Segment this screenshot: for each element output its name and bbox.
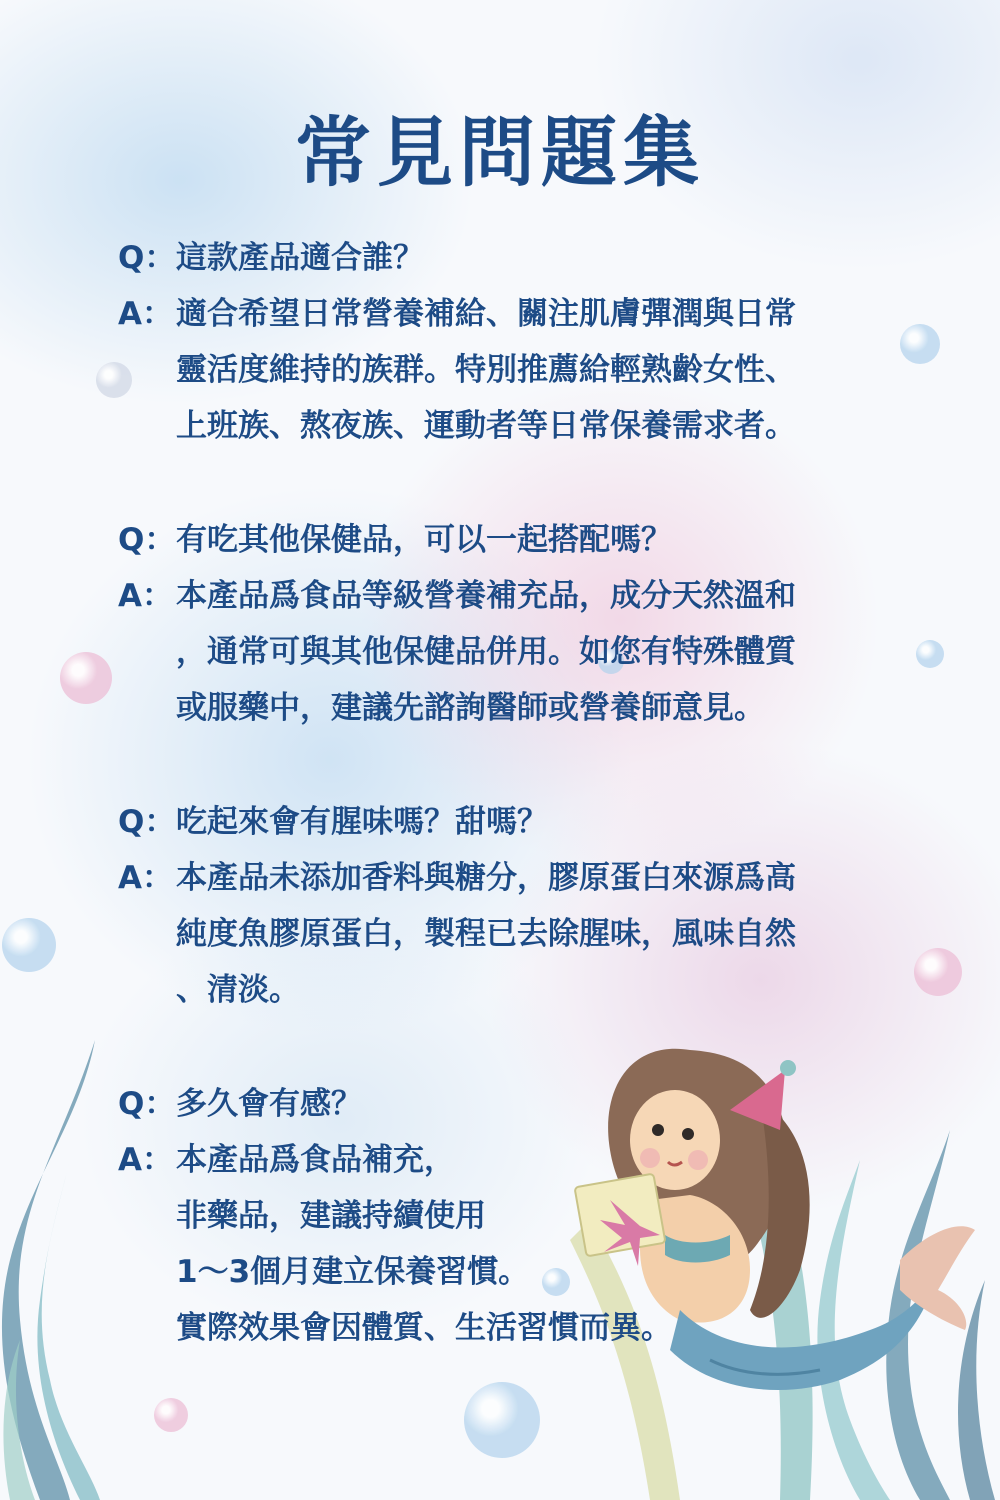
bubble-icon bbox=[2, 918, 56, 972]
a-prefix: A： bbox=[118, 578, 173, 614]
answer-text: 本產品爲食品補充， bbox=[176, 1142, 455, 1178]
faq-item bbox=[118, 1076, 898, 1356]
answer-text: 本產品未添加香料與糖分，膠原蛋白來源爲高 bbox=[176, 860, 796, 896]
faq-answer-line: 上班族、熬夜族、運動者等日常保養需求者。 bbox=[176, 408, 796, 444]
faq-answer-line: 1～3個月建立保養習慣。 bbox=[176, 1254, 530, 1290]
faq-answer-line bbox=[118, 568, 898, 624]
faq-answer-line: 非藥品，建議持續使用 bbox=[176, 1198, 486, 1234]
faq-item bbox=[118, 230, 898, 454]
bubble-icon bbox=[154, 1398, 188, 1432]
question-text: 吃起來會有腥味嗎？甜嗎？ bbox=[176, 804, 548, 840]
faq-answer-line: 實際效果會因體質、生活習慣而異。 bbox=[176, 1310, 672, 1346]
faq-answer-line: 靈活度維持的族群。特別推薦給輕熟齡女性、 bbox=[176, 352, 796, 388]
question-text: 這款產品適合誰？ bbox=[176, 240, 424, 276]
faq-answer-line: 、清淡。 bbox=[176, 972, 300, 1008]
faq-question bbox=[118, 794, 898, 850]
bubble-icon bbox=[60, 652, 112, 704]
a-prefix: A： bbox=[118, 296, 173, 332]
bubble-icon bbox=[464, 1382, 540, 1458]
faq-answer-line bbox=[118, 1132, 898, 1188]
faq-answer-line: 純度魚膠原蛋白，製程已去除腥味，風味自然 bbox=[176, 916, 796, 952]
bubble-icon bbox=[916, 640, 944, 668]
q-prefix: Q： bbox=[118, 522, 176, 558]
page-title: 常見問題集 bbox=[295, 108, 705, 197]
faq-answer-line: ，通常可與其他保健品併用。如您有特殊體質 bbox=[176, 634, 796, 670]
faq-answer-line bbox=[118, 286, 898, 342]
q-prefix: Q： bbox=[118, 240, 176, 276]
bubble-icon bbox=[900, 324, 940, 364]
a-prefix: A： bbox=[118, 860, 173, 896]
faq-answer-line bbox=[118, 850, 898, 906]
a-prefix: A： bbox=[118, 1142, 173, 1178]
bubble-icon bbox=[914, 948, 962, 996]
q-prefix: Q： bbox=[118, 804, 176, 840]
q-prefix: Q： bbox=[118, 1086, 176, 1122]
faq-item bbox=[118, 794, 898, 1018]
answer-text: 本產品爲食品等級營養補充品，成分天然溫和 bbox=[176, 578, 796, 614]
faq-question bbox=[118, 1076, 898, 1132]
question-text: 多久會有感？ bbox=[176, 1086, 362, 1122]
faq-item bbox=[118, 512, 898, 736]
faq-answer-line: 或服藥中，建議先諮詢醫師或營養師意見。 bbox=[176, 690, 765, 726]
answer-text: 適合希望日常營養補給、關注肌膚彈潤與日常 bbox=[176, 296, 796, 332]
faq-question bbox=[118, 230, 898, 286]
question-text: 有吃其他保健品，可以一起搭配嗎？ bbox=[176, 522, 672, 558]
faq-question bbox=[118, 512, 898, 568]
